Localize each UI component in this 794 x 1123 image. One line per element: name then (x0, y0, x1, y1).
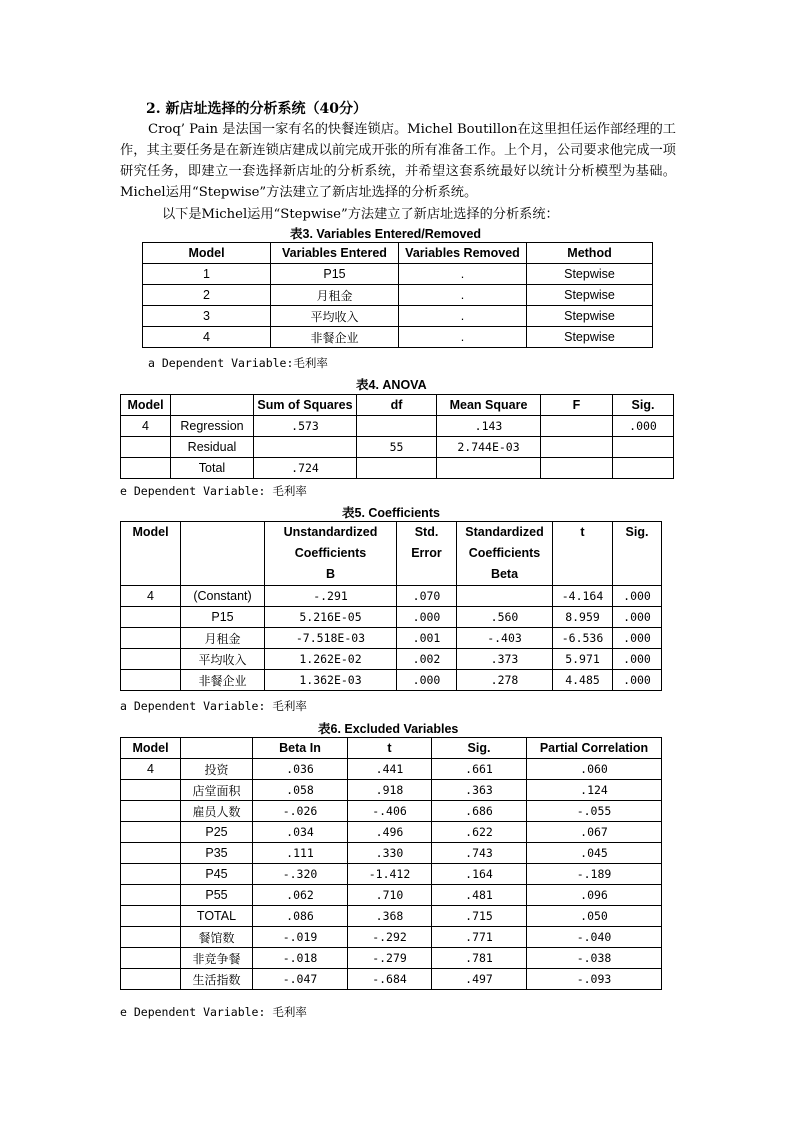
table-row (121, 649, 662, 670)
table-cell: 雇员人数 (181, 801, 253, 822)
table-cell: Total (171, 458, 254, 479)
table-cell (613, 437, 674, 458)
table-row (143, 327, 653, 348)
table-cell: .481 (432, 885, 527, 906)
table-cell (541, 416, 613, 437)
table4-header-f: F (541, 395, 613, 416)
table-cell (121, 607, 181, 628)
table-cell: 平均收入 (271, 306, 399, 327)
table-cell (437, 458, 541, 479)
table-cell: .330 (348, 843, 432, 864)
table-cell: Stepwise (527, 327, 653, 348)
table5-header-row (121, 522, 662, 586)
table-cell (121, 906, 181, 927)
table-cell: P15 (271, 264, 399, 285)
table-row (121, 437, 674, 458)
table-row (121, 906, 662, 927)
table-cell: 平均收入 (181, 649, 265, 670)
table-cell (541, 437, 613, 458)
table-cell: -1.412 (348, 864, 432, 885)
table-cell: 2.744E-03 (437, 437, 541, 458)
table-cell: 非餐企业 (181, 670, 265, 691)
table-cell: P25 (181, 822, 253, 843)
table-row (121, 670, 662, 691)
table-cell: .000 (613, 416, 674, 437)
table-row (121, 801, 662, 822)
table-cell: .111 (253, 843, 348, 864)
table-cell: 月租金 (181, 628, 265, 649)
table-cell (541, 458, 613, 479)
table-cell (121, 843, 181, 864)
table-cell: Stepwise (527, 306, 653, 327)
table-cell: .060 (527, 759, 662, 780)
table3-header-method: Method (527, 243, 653, 264)
table-cell: -.406 (348, 801, 432, 822)
table-cell: .715 (432, 906, 527, 927)
table-cell: .661 (432, 759, 527, 780)
table-cell: P55 (181, 885, 253, 906)
table5-header-unstd-line1: Unstandardized (283, 525, 378, 539)
table3-caption: 表3. Variables Entered/Removed (290, 227, 482, 241)
table-cell: .000 (397, 607, 457, 628)
table-cell: .363 (432, 780, 527, 801)
table-row (121, 843, 662, 864)
table-row (121, 586, 662, 607)
table-cell (121, 458, 171, 479)
table-cell: .710 (348, 885, 432, 906)
table-cell: .034 (253, 822, 348, 843)
table-cell: .050 (527, 906, 662, 927)
table-cell: . (399, 264, 527, 285)
table-cell: .000 (613, 628, 662, 649)
table-cell: 餐馆数 (181, 927, 253, 948)
table5-header-blank (181, 522, 265, 586)
table4-header-sum-of-squares: Sum of Squares (254, 395, 357, 416)
table4-header-row (121, 395, 674, 416)
table-cell: -.320 (253, 864, 348, 885)
table-row (121, 607, 662, 628)
table-cell: .067 (527, 822, 662, 843)
table4-header-mean-square: Mean Square (437, 395, 541, 416)
table-cell (121, 822, 181, 843)
table5-header-standardized-beta (457, 522, 553, 586)
table-cell: .686 (432, 801, 527, 822)
table-cell: 非餐企业 (271, 327, 399, 348)
table-row (121, 780, 662, 801)
table-cell: 55 (357, 437, 437, 458)
table3-header-row (143, 243, 653, 264)
table3-header-model: Model (143, 243, 271, 264)
table-cell: -4.164 (553, 586, 613, 607)
table-cell: Stepwise (527, 285, 653, 306)
table-row (121, 822, 662, 843)
table4-header-df: df (357, 395, 437, 416)
table4-anova (120, 394, 674, 479)
table-cell: .496 (348, 822, 432, 843)
table-cell: .781 (432, 948, 527, 969)
table-cell: .771 (432, 927, 527, 948)
table-cell: .622 (432, 822, 527, 843)
table-row (121, 458, 674, 479)
table-cell: -.038 (527, 948, 662, 969)
table-cell: 4 (121, 416, 171, 437)
table-cell: 1.362E-03 (265, 670, 397, 691)
table-cell: -.040 (527, 927, 662, 948)
table3-header-variables-removed: Variables Removed (399, 243, 527, 264)
table-cell: 店堂面积 (181, 780, 253, 801)
table5-header-unstandardized-b (265, 522, 397, 586)
intro-line-2: 以下是Michel运用“Stepwise”方法建立了新店址选择的分析系统： (162, 207, 559, 222)
table6-footnote: e Dependent Variable: 毛利率 (120, 1005, 307, 1019)
table-cell: .143 (437, 416, 541, 437)
table-cell: 3 (143, 306, 271, 327)
table-cell: 4 (143, 327, 271, 348)
table-cell: Stepwise (527, 264, 653, 285)
table6-header-sig: Sig. (432, 738, 527, 759)
table-cell: .070 (397, 586, 457, 607)
table-cell (613, 458, 674, 479)
table-cell: -.291 (265, 586, 397, 607)
table-cell (357, 458, 437, 479)
table-cell: .001 (397, 628, 457, 649)
table-cell (121, 780, 181, 801)
table-cell: .000 (397, 670, 457, 691)
table-cell: 投资 (181, 759, 253, 780)
table6-header-blank (181, 738, 253, 759)
table-cell: .058 (253, 780, 348, 801)
table-cell: .124 (527, 780, 662, 801)
table4-header-model: Model (121, 395, 171, 416)
table-cell: -7.518E-03 (265, 628, 397, 649)
table-cell: P45 (181, 864, 253, 885)
table5-header-sig: Sig. (613, 522, 662, 586)
table-cell: .497 (432, 969, 527, 990)
table5-caption: 表5. Coefficients (342, 506, 440, 520)
table-cell: 5.216E-05 (265, 607, 397, 628)
table-cell (121, 927, 181, 948)
table-cell (121, 649, 181, 670)
table-cell: . (399, 285, 527, 306)
table-cell: .560 (457, 607, 553, 628)
table-cell: Regression (171, 416, 254, 437)
table-cell (121, 670, 181, 691)
table-cell: -.047 (253, 969, 348, 990)
table-row (121, 759, 662, 780)
table-cell (121, 628, 181, 649)
table-cell: 生活指数 (181, 969, 253, 990)
table-cell: .000 (613, 670, 662, 691)
table3-header-variables-entered: Variables Entered (271, 243, 399, 264)
table6-excluded-variables (120, 737, 662, 990)
table6-header-beta-in: Beta In (253, 738, 348, 759)
table-cell: 4 (121, 759, 181, 780)
table5-header-std-line2: Coefficients (468, 546, 541, 560)
table5-footnote: a Dependent Variable: 毛利率 (120, 699, 307, 713)
table-cell: 2 (143, 285, 271, 306)
table5-coefficients (120, 521, 662, 691)
table-cell: -.026 (253, 801, 348, 822)
table-cell: .002 (397, 649, 457, 670)
table-cell: .724 (254, 458, 357, 479)
table5-header-model: Model (121, 522, 181, 586)
table-cell (121, 437, 171, 458)
table-cell: .036 (253, 759, 348, 780)
table-cell: P35 (181, 843, 253, 864)
table-cell: -.189 (527, 864, 662, 885)
table-cell: .000 (613, 586, 662, 607)
table-cell: -.279 (348, 948, 432, 969)
table-cell: .096 (527, 885, 662, 906)
table3-variables-entered-removed (142, 242, 653, 348)
table-cell: 1 (143, 264, 271, 285)
table-cell: 非竞争餐 (181, 948, 253, 969)
table-cell (254, 437, 357, 458)
table-row (121, 885, 662, 906)
table5-header-stderr-line1: Std. (414, 525, 439, 539)
table-cell: -.684 (348, 969, 432, 990)
table-cell: .918 (348, 780, 432, 801)
table-cell: 1.262E-02 (265, 649, 397, 670)
table-cell: .441 (348, 759, 432, 780)
table-cell (121, 885, 181, 906)
table-row (143, 285, 653, 306)
table-cell: -.019 (253, 927, 348, 948)
section-heading: 2. 新店址选择的分析系统（40分） (146, 101, 367, 117)
intro-paragraph-block (120, 119, 676, 225)
table-cell (357, 416, 437, 437)
table-cell: 月租金 (271, 285, 399, 306)
table-row (121, 927, 662, 948)
table-cell: (Constant) (181, 586, 265, 607)
table-cell: .368 (348, 906, 432, 927)
table-cell: -.292 (348, 927, 432, 948)
table6-header-model: Model (121, 738, 181, 759)
table-cell: .743 (432, 843, 527, 864)
table-cell: .373 (457, 649, 553, 670)
table-cell (121, 948, 181, 969)
table-cell (121, 801, 181, 822)
table-cell: TOTAL (181, 906, 253, 927)
table-cell: 4.485 (553, 670, 613, 691)
table4-header-sig: Sig. (613, 395, 674, 416)
table5-header-std-error (397, 522, 457, 586)
table-cell: .164 (432, 864, 527, 885)
table-row (121, 948, 662, 969)
table6-header-partial-correlation: Partial Correlation (527, 738, 662, 759)
table-cell: .045 (527, 843, 662, 864)
table-row (121, 969, 662, 990)
table4-caption: 表4. ANOVA (356, 378, 427, 392)
table-cell: -.055 (527, 801, 662, 822)
table-row (121, 628, 662, 649)
table6-caption: 表6. Excluded Variables (318, 722, 459, 736)
table-cell: Residual (171, 437, 254, 458)
table5-header-std-line1: Standardized (465, 525, 544, 539)
table6-header-row (121, 738, 662, 759)
table4-footnote: e Dependent Variable: 毛利率 (120, 484, 307, 498)
table5-header-t: t (553, 522, 613, 586)
table-cell: . (399, 306, 527, 327)
table-row (121, 416, 674, 437)
table-cell (457, 586, 553, 607)
intro-paragraph: Croq’ Pain 是法国一家有名的快餐连锁店。Michel Boutillon在这里担任运作部经理的工作，其主要任务是在新连锁店建成以前完成开张的所有准备工作。上个月，公司要求他完成一项研究任务，即建立一套选择新店址的分析系统，并希望这套系统最好以统计分析模型为基础。Michel运用“Stepwise”方法建立了新店址选择的分析系统。 (120, 122, 676, 200)
table5-header-unstd-line3: B (325, 567, 336, 581)
table-cell: 4 (121, 586, 181, 607)
table-row (143, 264, 653, 285)
table-cell: .062 (253, 885, 348, 906)
table-cell: -.403 (457, 628, 553, 649)
table5-header-stderr-line2: Error (411, 546, 442, 560)
table4-header-blank (171, 395, 254, 416)
table-cell (121, 864, 181, 885)
table-cell: .573 (254, 416, 357, 437)
table-cell: -6.536 (553, 628, 613, 649)
table6-header-t: t (348, 738, 432, 759)
table-row (143, 306, 653, 327)
table-cell: .000 (613, 649, 662, 670)
table-cell: . (399, 327, 527, 348)
table-row (121, 864, 662, 885)
table-cell: -.018 (253, 948, 348, 969)
table-cell: -.093 (527, 969, 662, 990)
table-cell: .086 (253, 906, 348, 927)
table5-header-unstd-line2: Coefficients (294, 546, 367, 560)
table-cell: .278 (457, 670, 553, 691)
table-cell: 5.971 (553, 649, 613, 670)
table-cell: 8.959 (553, 607, 613, 628)
table-cell: .000 (613, 607, 662, 628)
table-cell (121, 969, 181, 990)
table5-header-std-line3: Beta (490, 567, 519, 581)
table3-footnote: a Dependent Variable:毛利率 (148, 356, 328, 370)
table-cell: P15 (181, 607, 265, 628)
